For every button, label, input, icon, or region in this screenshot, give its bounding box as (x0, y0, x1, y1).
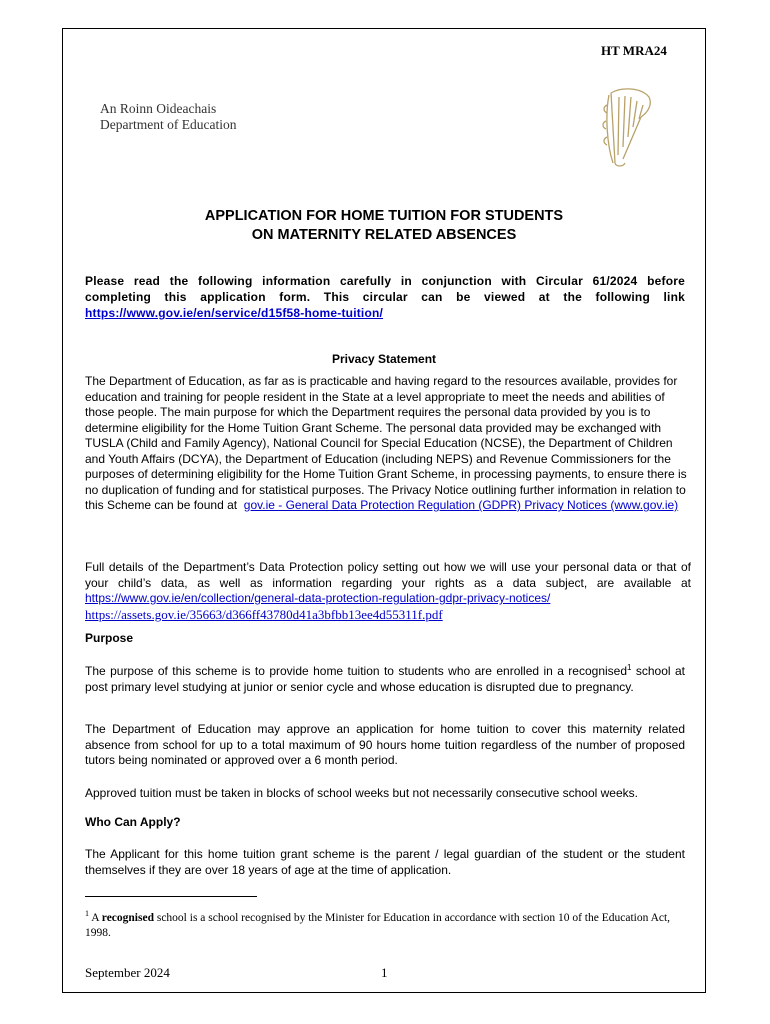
who-can-apply-paragraph: The Applicant for this home tuition grant scheme is the parent / legal guardian of the student or the student themselves if they are over 18 years of age at the time of application. (85, 847, 685, 877)
document-page (62, 28, 706, 993)
privacy-paragraph (85, 374, 691, 514)
purpose-heading: Purpose (85, 631, 134, 645)
title-line-1: APPLICATION FOR HOME TUITION FOR STUDENTS (204, 208, 564, 224)
privacy-heading: Privacy Statement (331, 352, 437, 366)
data-protection-paragraph (85, 560, 691, 623)
purpose-paragraph-2: The Department of Education may approve an application for home tuition to cover this maternity related absence from school for up to a total maximum of 90 hours home tuition regardless of the number of proposed tutors being nominated or approved over a 6 month period. (85, 722, 685, 767)
dept-name-irish: An Roinn Oideachais (100, 101, 217, 116)
title-line-2: ON MATERNITY RELATED ABSENCES (251, 227, 517, 243)
dept-name-english: Department of Education (100, 117, 237, 132)
department-logo-text (100, 101, 236, 133)
intro-text: Please read the following information carefully in conjunction with Circular 61/2024 before completing this application form. This circular can be viewed at the following link (85, 274, 685, 304)
gdpr-privacy-notices-link[interactable]: gov.ie - General Data Protection Regulation (GDPR) Privacy Notices (www.gov.ie) (243, 498, 679, 512)
footnote-bold: recognised (101, 911, 154, 924)
who-can-apply-heading: Who Can Apply? (85, 815, 181, 829)
purpose-text-1b: school at post primary level studying at junior or senior cycle and whose education is disrupted due to pregnancy. (85, 664, 685, 694)
page-title (63, 207, 705, 245)
page-number: 1 (381, 965, 388, 980)
purpose-text-1a: The purpose of this scheme is to provide home tuition to students who are enrolled in a recognised (85, 664, 628, 678)
data-protection-text: Full details of the Department’s Data Protection policy setting out how we will use your personal data or that of your child’s data, as well as information regarding your rights as a data subject, are available at (85, 560, 691, 590)
purpose-paragraph-3: Approved tuition must be taken in blocks of school weeks but not necessarily consecutive school weeks. (85, 786, 638, 800)
footnote-text-b: school is a school recognised by the Minister for Education in accordance with section 10 of the Education Act, 1998. (85, 911, 671, 939)
footnote-ref: 1 (627, 663, 632, 672)
footnote-divider (85, 896, 257, 897)
gdpr-collection-link[interactable]: https://www.gov.ie/en/collection/general-data-protection-regulation-gdpr-privacy-notices/ (85, 591, 551, 605)
privacy-pdf-link[interactable]: https://assets.gov.ie/35663/d366ff43780d41a3bfbb13ee4d55311f.pdf (85, 606, 443, 622)
form-code: HT MRA24 (601, 43, 667, 58)
footer-date: September 2024 (85, 965, 170, 980)
footnote-text-a: A (89, 911, 102, 924)
privacy-text: The Department of Education, as far as is practicable and having regard to the resources available, provides for education and training for people resident in the State at a level appropriate to meet the needs and abilities of those people. The main purpose for which the Department requires the personal data provided by you is to determine eligibility for the Home Tuition Grant Scheme. The personal data provided may be exchanged with TUSLA (Child and Family Agency), National Council for Special Education (NCSE), the Department of Children and Youth Affairs (DCYA), the Department of Education (including NEPS) and Revenue Commissioners for the purposes of determining eligibility for the Home Tuition Grant Scheme, in processing payments, to ensure there is no duplication of funding and for statistical purposes. The Privacy Notice outlining further information in relation to this Scheme can be found at (85, 374, 687, 512)
home-tuition-link[interactable]: https://www.gov.ie/en/service/d15f58-home-tuition/ (85, 306, 384, 320)
purpose-paragraph-1 (85, 660, 685, 695)
harp-crest-icon (601, 85, 655, 169)
footnote-marker: 1 (85, 909, 89, 918)
footnote (85, 906, 685, 941)
intro-paragraph (85, 273, 685, 321)
